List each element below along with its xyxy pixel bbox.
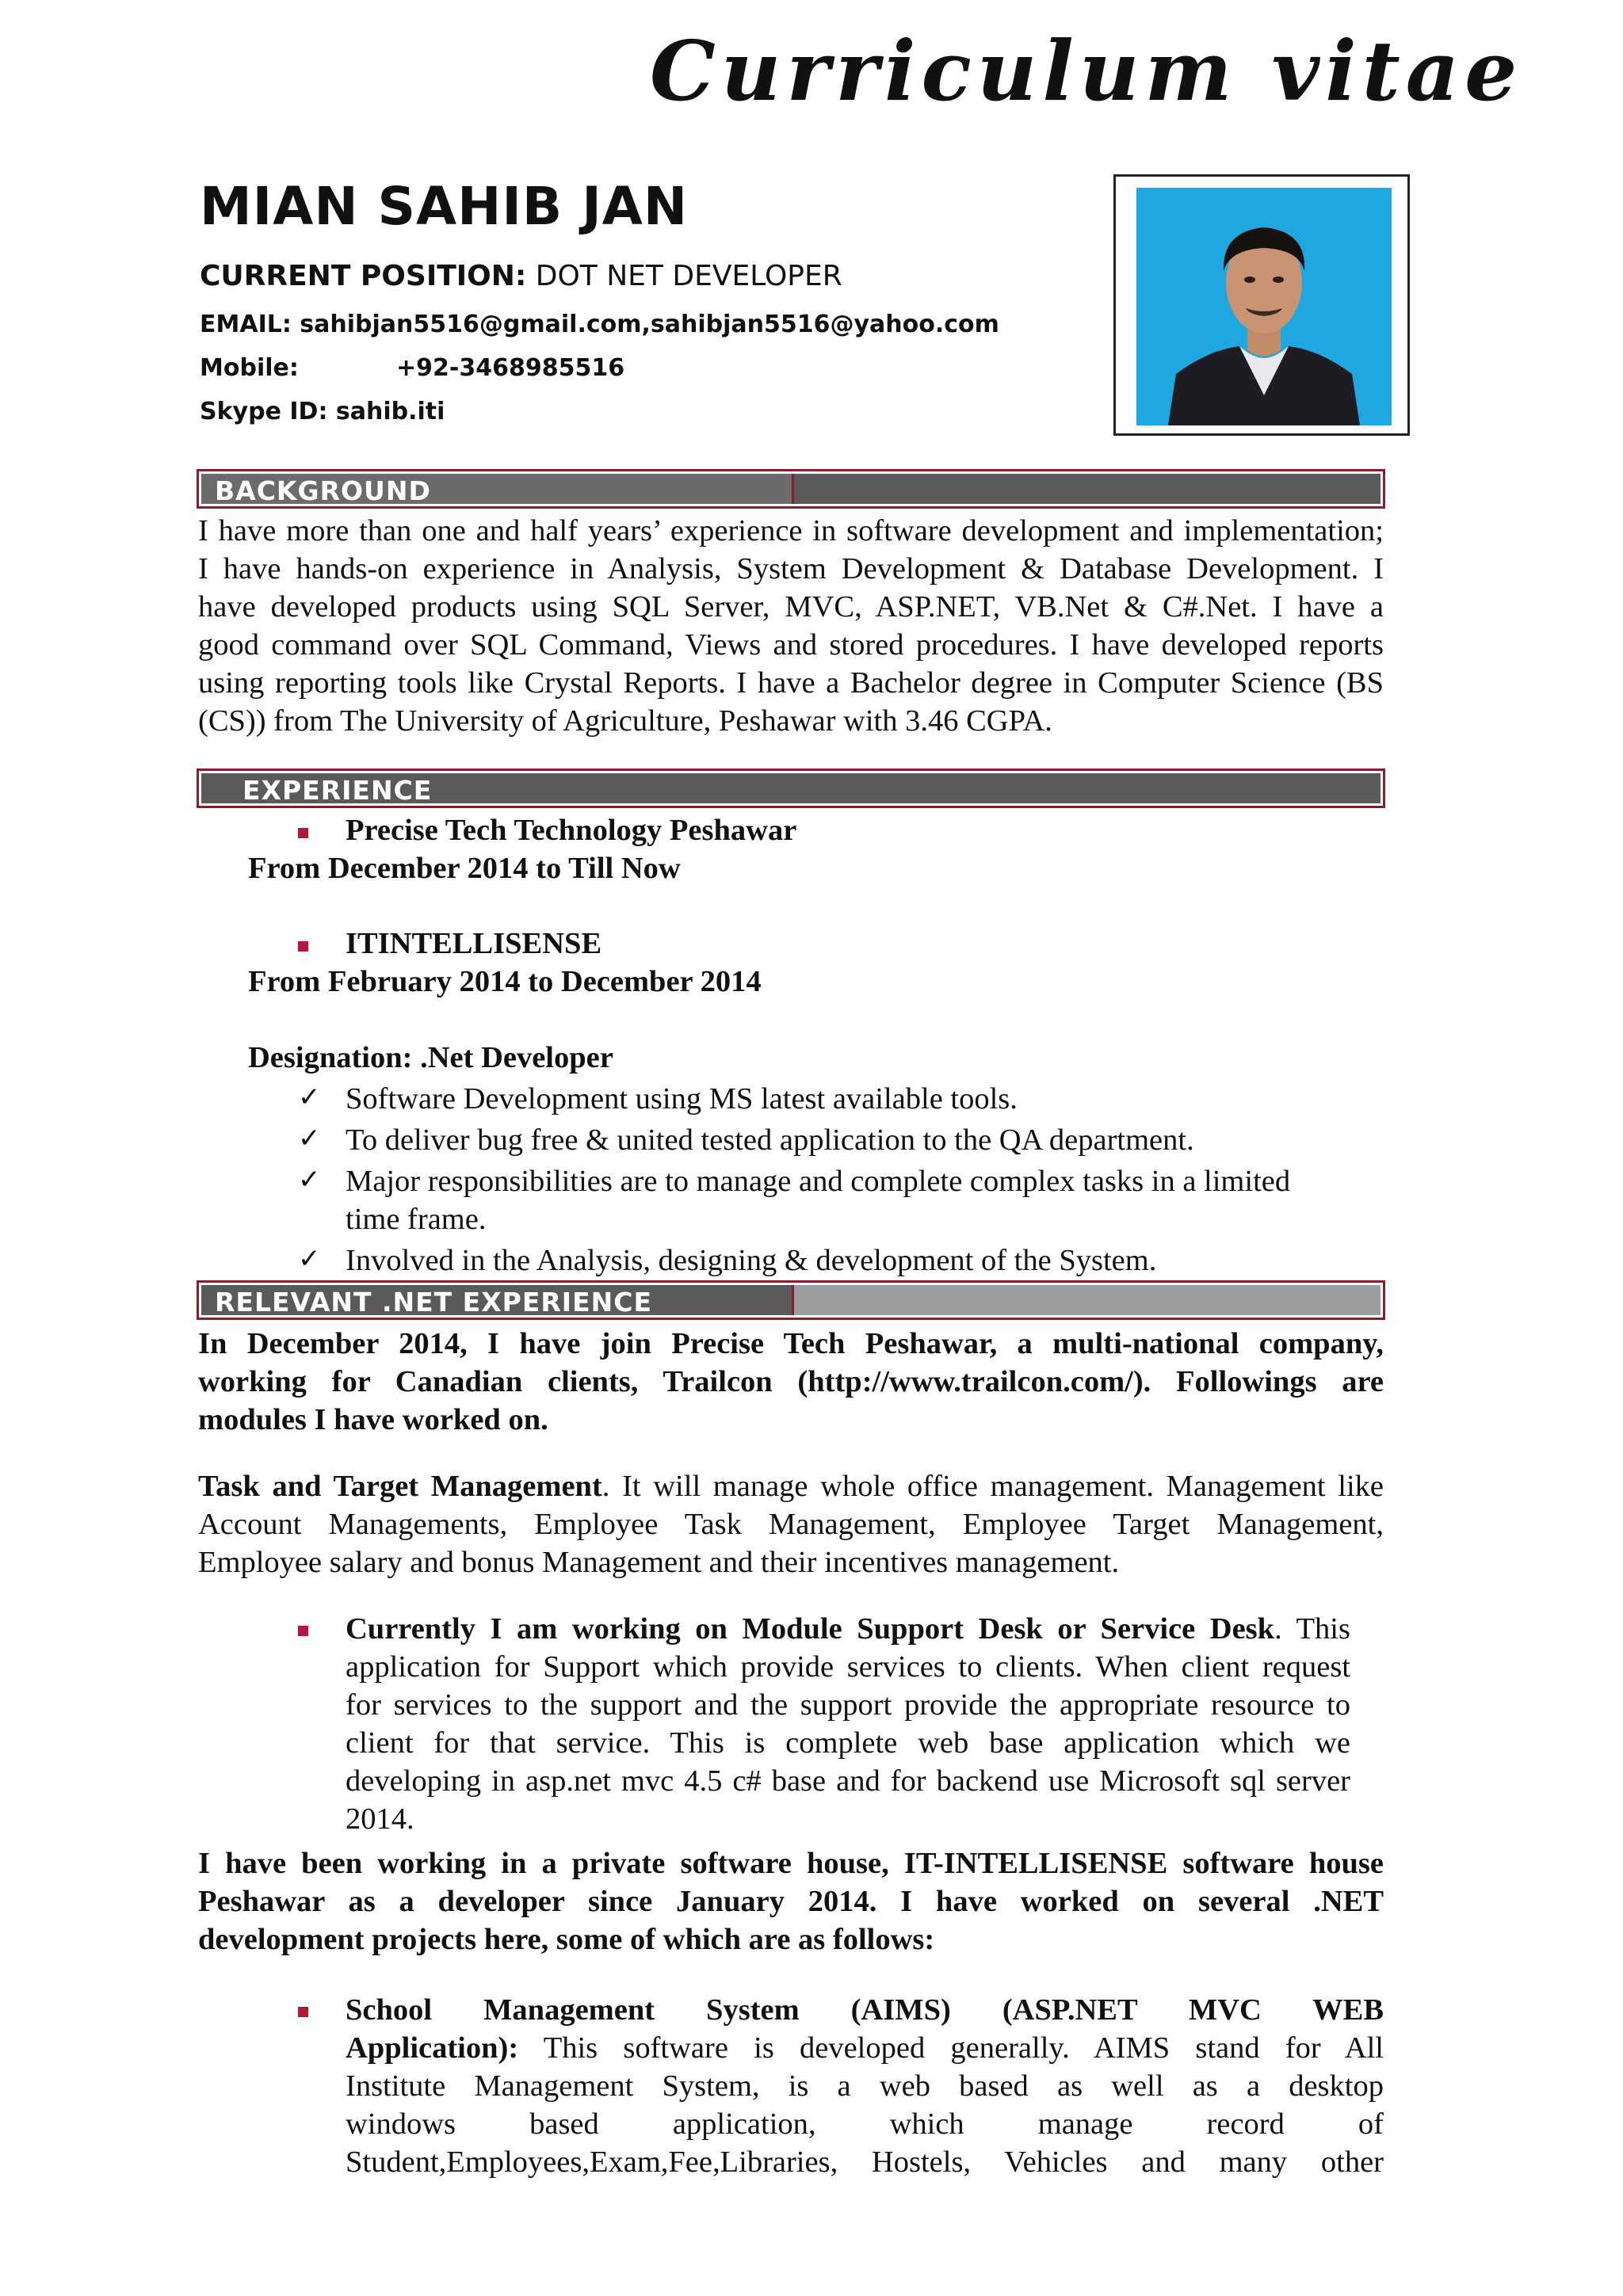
cv-title: Curriculum vitae [650,22,1523,120]
background-line: have developed products using SQL Server, MVC, ASP.NET, VB.Net & C#.Net. I have a [198,590,1384,624]
checkmark-icon: ✓ [298,1123,321,1154]
checkmark-icon: ✓ [298,1164,321,1196]
support-desk-paragraph [346,1610,1350,1838]
task-line: Employee salary and bonus Management and their incentives management. [198,1546,1120,1579]
duty-item-continued: time frame. [346,1203,487,1236]
support-line: 2014. [346,1802,414,1836]
bullet-square-icon [298,2007,308,2017]
support-line: client for that service. This is complete web base application which we [346,1726,1350,1760]
position-label: CURRENT POSITION: [200,260,527,292]
school-line: windows based application, which manage record of [346,2107,1384,2141]
section-bar-experience [197,769,1385,808]
designation: Designation: .Net Developer [248,1041,613,1074]
job1-period: From December 2014 to Till Now [248,852,681,885]
profile-photo-frame [1113,174,1410,436]
job1-company: Precise Tech Technology Peshawar [346,814,797,847]
support-line: for services to the support and the support provide the appropriate resource to [346,1688,1350,1722]
position-value: DOT NET DEVELOPER [535,260,842,292]
school-line: Institute Management System, is a web based as well as a desktop [346,2069,1384,2103]
school-title-2: Application): [346,2031,519,2065]
support-line: application for Support which provide services to clients. When client request [346,1650,1350,1684]
job2-period: From February 2014 to December 2014 [248,965,762,998]
section-title-relevant: RELEVANT .NET EXPERIENCE [215,1287,652,1318]
task-management-paragraph [198,1467,1384,1581]
portrait-illustration [1136,188,1392,425]
intro-line: working for Canadian clients, Trailcon (http://www.trailcon.com/). Followings are [198,1365,1384,1398]
duty-item: Involved in the Analysis, designing & development of the System. [346,1244,1157,1277]
support-title: Currently I am working on Module Support Desk or Service Desk [346,1612,1275,1646]
background-line: (CS)) from The University of Agriculture, Peshawar with 3.46 CGPA. [198,704,1052,738]
profile-photo [1136,188,1392,425]
skype-id: Skype ID: sahib.iti [200,398,445,425]
intro-line: In December 2014, I have join Precise Tech Peshawar, a multi-national company, [198,1327,1384,1360]
school-management-paragraph [346,1991,1384,2181]
checkmark-icon: ✓ [298,1081,321,1113]
itintellisense-line: development projects here, some of which are as follows: [198,1923,935,1956]
checkmark-icon: ✓ [298,1243,321,1275]
background-line: I have hands-on experience in Analysis, System Development & Database Development. I [198,552,1384,585]
support-line: . This [1274,1612,1350,1646]
background-paragraph [198,512,1384,740]
email-label: EMAIL: [200,311,292,338]
background-line: good command over SQL Command, Views and stored procedures. I have developed reports [198,628,1384,662]
section-title-experience: EXPERIENCE [242,775,433,806]
itintellisense-paragraph [198,1844,1384,1958]
bullet-square-icon [298,1626,308,1636]
bullet-square-icon [298,828,308,838]
section-bar-relevant [197,1280,1385,1320]
email-value: sahibjan5516@gmail.com,sahibjan5516@yahoo.com [300,311,999,338]
mobile-value: +92-3468985516 [396,354,625,382]
task-title: Task and Target Management [198,1470,602,1503]
task-line: Account Managements, Employee Task Management, Employee Target Management, [198,1508,1384,1541]
itintellisense-line: Peshawar as a developer since January 2014. I have worked on several .NET [198,1885,1384,1918]
candidate-name: MIAN SAHIB JAN [200,176,689,237]
bullet-square-icon [298,941,308,952]
school-line: This software is developed generally. AIMS stand for All [518,2031,1384,2065]
section-title-background: BACKGROUND [215,475,431,506]
school-title: School Management System (AIMS) (ASP.NET MVC WEB [346,1993,1384,2027]
current-position [200,260,842,292]
task-line: . It will manage whole office management. Management like [601,1470,1384,1503]
intro-line: modules I have worked on. [198,1403,548,1436]
duty-item: Major responsibilities are to manage and complete complex tasks in a limited [346,1165,1291,1198]
itintellisense-line: I have been working in a private software house, IT-INTELLISENSE software house [198,1847,1384,1880]
background-line: using reporting tools like Crystal Reports. I have a Bachelor degree in Computer Science (BS [198,666,1384,700]
email-line [200,311,999,338]
duty-item: Software Development using MS latest available tools. [346,1082,1018,1116]
background-line: I have more than one and half years’ experience in software development and implementation; [198,514,1384,547]
support-line: developing in asp.net mvc 4.5 c# base and for backend use Microsoft sql server [346,1764,1350,1798]
school-line: Student,Employees,Exam,Fee,Libraries, Hostels, Vehicles and many other [346,2145,1384,2179]
duty-item: To deliver bug free & united tested application to the QA department. [346,1123,1194,1157]
mobile-label: Mobile: [200,354,299,382]
mobile-line [200,354,625,382]
job2-company: ITINTELLISENSE [346,927,602,960]
section-bar-background [197,469,1385,509]
relevant-intro [198,1325,1384,1439]
